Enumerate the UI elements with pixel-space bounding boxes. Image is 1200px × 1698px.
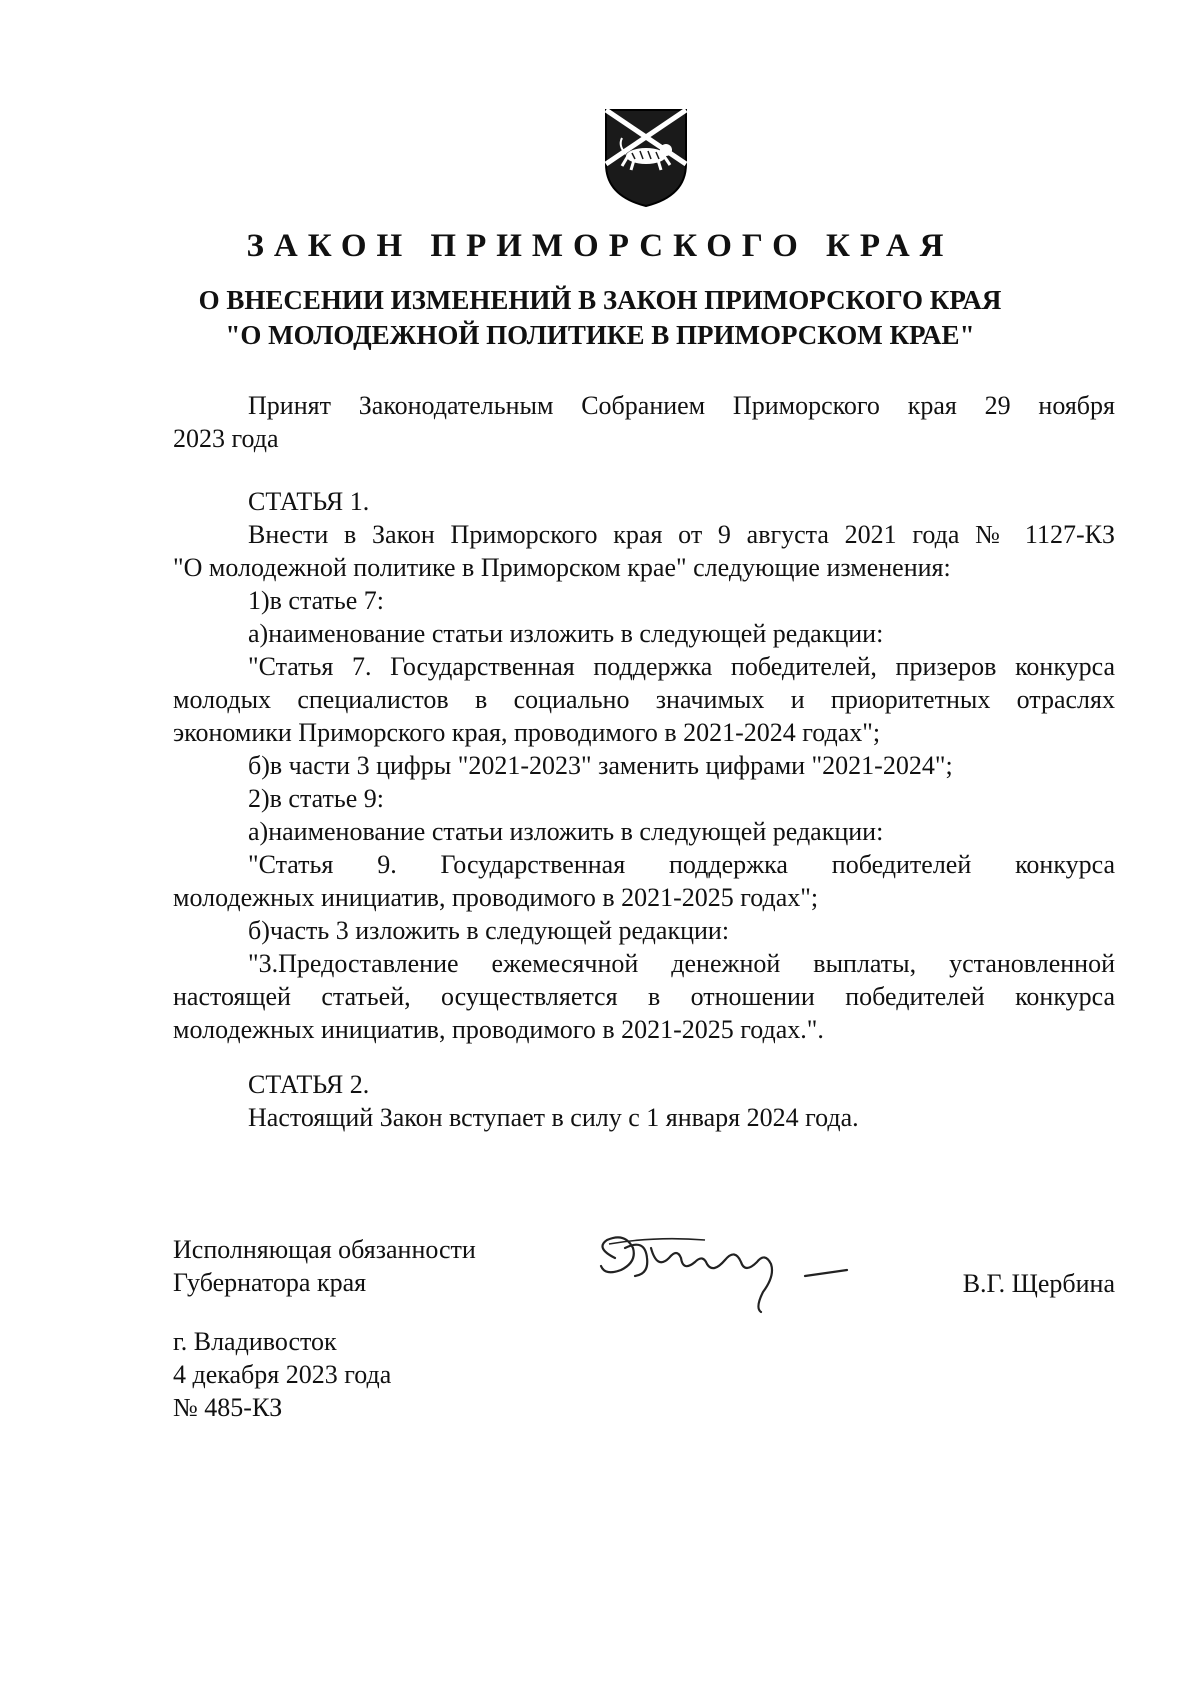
- article-2-text: Настоящий Закон вступает в силу с 1 января 2024 года.: [248, 1103, 859, 1132]
- signatory-name: В.Г. Щербина: [962, 1269, 1115, 1298]
- adoption-line1: Принят Законодательным Собранием Приморского края 29 ноября: [248, 391, 1115, 420]
- article-1-item2a-text-line2: молодежных инициатив, проводимого в 2021-2025 годах";: [173, 883, 819, 912]
- article-1-item2a: а)наименование статьи изложить в следующей редакции:: [248, 817, 884, 846]
- document-footer: [173, 1325, 391, 1424]
- law-subtitle-line2: "О МОЛОДЕЖНОЙ ПОЛИТИКЕ В ПРИМОРСКОМ КРАЕ": [225, 320, 975, 350]
- article-2-heading: СТАТЬЯ 2.: [248, 1070, 370, 1099]
- law-subtitle-line1: О ВНЕСЕНИИ ИЗМЕНЕНИЙ В ЗАКОН ПРИМОРСКОГО КРАЯ: [198, 285, 1002, 315]
- law-title: ЗАКОН ПРИМОРСКОГО КРАЯ: [246, 228, 954, 264]
- article-1-item1a-text-line3: экономики Приморского края, проводимого в 2021-2024 годах";: [173, 718, 881, 747]
- article-1-intro-line1: Внести в Закон Приморского края от 9 августа 2021 года № 1127-КЗ: [248, 520, 1115, 549]
- signatory-position-line2: Губернатора края: [173, 1268, 367, 1297]
- article-1-item1: 1)в статье 7:: [248, 586, 385, 615]
- article-1-item2b-text-line2: настоящей статьей, осуществляется в отношении победителей конкурса: [173, 982, 1115, 1011]
- primorsky-krai-coat-of-arms-icon: [602, 106, 690, 208]
- adoption-line2: 2023 года: [173, 424, 279, 453]
- article-1-item1a-text-line1: "Статья 7. Государственная поддержка победителей, призеров конкурса: [248, 652, 1115, 681]
- article-1-item1b: б)в части 3 цифры "2021-2023" заменить цифрами "2021-2024";: [248, 751, 953, 780]
- article-1-heading: СТАТЬЯ 1.: [248, 487, 370, 516]
- footer-law-number: № 485-КЗ: [173, 1393, 283, 1422]
- article-1-item1a-text-line2: молодых специалистов в социально значимых и приоритетных отраслях: [173, 685, 1115, 714]
- article-1-item2: 2)в статье 9:: [248, 784, 385, 813]
- signatory-position-line1: Исполняющая обязанности: [173, 1235, 476, 1264]
- article-1-item2b-text-line1: "3.Предоставление ежемесячной денежной выплаты, установленной: [248, 949, 1115, 978]
- signatory-position: [173, 1233, 476, 1299]
- article-1-item2a-text-line1: "Статья 9. Государственная поддержка победителей конкурса: [248, 850, 1115, 879]
- handwritten-signature: [585, 1218, 905, 1328]
- article-1-item2b: б)часть 3 изложить в следующей редакции:: [248, 916, 730, 945]
- article-1: [173, 485, 1115, 1046]
- article-2: [173, 1068, 1115, 1134]
- article-1-intro-line2: "О молодежной политике в Приморском крае" следующие изменения:: [173, 553, 951, 582]
- adoption-paragraph: [173, 389, 1115, 455]
- footer-city: г. Владивосток: [173, 1327, 337, 1356]
- article-1-item1a: а)наименование статьи изложить в следующей редакции:: [248, 619, 884, 648]
- footer-date: 4 декабря 2023 года: [173, 1360, 392, 1389]
- article-1-item2b-text-line3: молодежных инициатив, проводимого в 2021-2025 годах.".: [173, 1015, 824, 1044]
